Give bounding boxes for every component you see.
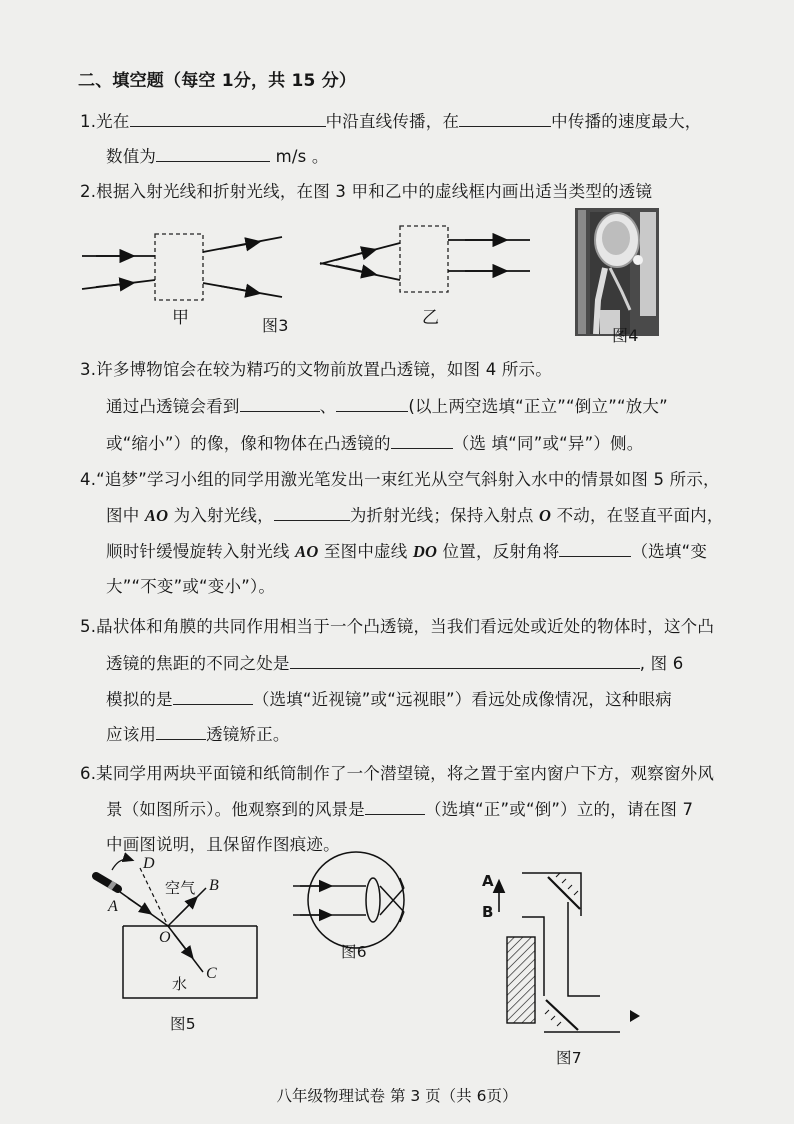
fig5-label-b: B xyxy=(209,877,219,894)
q5-text-d: 模拟的是 xyxy=(106,690,173,709)
q4-text-e: （选填“变 xyxy=(631,542,708,561)
question-5-number: 5. xyxy=(80,617,97,636)
q4-label-do: DO xyxy=(412,542,438,561)
figure-7 xyxy=(499,873,640,1032)
caption-figure-4: 图4 xyxy=(612,326,639,345)
q4-text-b: 图中 xyxy=(106,506,145,525)
q1-text-b: 中沿直线传播，在 xyxy=(325,112,460,131)
question-1-number: 1. xyxy=(80,112,97,131)
q5-text-e: （选填“近视镜”或“远视眼”）看远处成像情况，这种眼病 xyxy=(252,690,672,709)
q6-text-c: （选填“正”或“倒”）立的，请在图 7 xyxy=(424,800,694,819)
question-4-number: 4. xyxy=(80,470,97,489)
q4-text-c: 为折射光线；保持入射点 xyxy=(349,506,539,525)
fig5-label-d: D xyxy=(143,855,155,872)
figure-6 xyxy=(293,852,404,948)
q3-text-c: (以上两空选填“正立”“倒立”“放大” xyxy=(408,397,668,416)
fig7-label-b: B xyxy=(482,903,494,921)
q4-text-f: 大”“不变”或“变小”）。 xyxy=(106,577,276,596)
q4-text-a: “追梦”学习小组的同学用激光笔发出一束红光从空气斜射入水中的情景如图 5 所示， xyxy=(96,470,720,489)
eyeball-circle xyxy=(308,852,404,948)
q1-period: 。 xyxy=(311,147,329,166)
question-6-number: 6. xyxy=(80,764,97,783)
caption-figure-6: 图6 xyxy=(341,943,367,961)
q5-text-b: 透镜的焦距的不同之处是 xyxy=(106,654,290,673)
page-footer: 八年级物理试卷 第 3 页（共 6页） xyxy=(276,1087,518,1105)
q3-text-e: （选 填“同”或“异”）侧。 xyxy=(452,434,644,453)
question-2-number: 2. xyxy=(80,182,97,201)
q1-text-c: 中传播的速度最大， xyxy=(551,112,702,131)
top-mirror xyxy=(548,877,580,909)
fig5-label-air: 空气 xyxy=(165,879,196,897)
q4-text-b2: 为入射光线， xyxy=(168,506,274,525)
q3-intro: 许多博物馆会在较为精巧的文物前放置凸透镜，如图 4 所示。 xyxy=(96,360,552,379)
label-jia: 甲 xyxy=(172,308,190,328)
q5-text-g: 透镜矫正。 xyxy=(206,725,290,744)
fig5-label-water: 水 xyxy=(172,975,188,993)
caption-figure-5: 图5 xyxy=(170,1015,196,1033)
q1-text-a: 光在 xyxy=(96,112,130,131)
fig5-label-a: A xyxy=(108,898,118,915)
eye-icon xyxy=(630,1010,640,1022)
q5-text-a: 晶状体和角膜的共同作用相当于一个凸透镜，当我们看远处或近处的物体时，这个凸 xyxy=(96,617,715,636)
fig7-label-a: A xyxy=(482,872,494,890)
q4-text-d3: 位置，反射角将 xyxy=(437,542,560,561)
q4-label-ao: AO xyxy=(144,506,169,525)
bottom-mirror xyxy=(546,1000,578,1030)
q1-text-d: 数值为 xyxy=(106,147,157,166)
q3-text-b: 、 xyxy=(319,397,337,416)
q4-text-c2: 不动，在竖直平面内， xyxy=(551,506,724,525)
label-yi: 乙 xyxy=(422,308,440,328)
q6-text-d: 中画图说明，且保留作图痕迹。 xyxy=(106,835,340,854)
fig5-label-c: C xyxy=(206,965,217,982)
q1-unit: m/s xyxy=(275,147,307,166)
section-title: 二、填空题（每空 1分，共 15 分） xyxy=(78,71,357,91)
q4-text-d2: 至图中虚线 xyxy=(318,542,413,561)
lens-ellipse xyxy=(366,878,380,922)
caption-figure-3: 图3 xyxy=(262,316,289,335)
dashed-ray-do xyxy=(140,868,168,926)
q6-text-a: 某同学用两块平面镜和纸筒制作了一个潜望镜，将之置于室内窗户下方，观察窗外风 xyxy=(96,764,715,783)
caption-figure-7: 图7 xyxy=(556,1049,582,1067)
q6-text-b: 景（如图所示）。他观察到的风景是 xyxy=(106,800,365,819)
q2-body: 根据入射光线和折射光线，在图 3 甲和乙中的虚线框内画出适当类型的透镜 xyxy=(96,182,653,201)
wall-hatched xyxy=(507,937,535,1023)
q3-text-d: 或“缩小”）的像，像和物体在凸透镜的 xyxy=(106,434,391,453)
q5-text-c: , 图 6 xyxy=(639,654,684,673)
q3-text-a: 通过凸透镜会看到 xyxy=(106,397,240,416)
q4-label-ao-2: AO xyxy=(295,542,319,561)
q5-text-f: 应该用 xyxy=(106,725,157,744)
question-3-number: 3. xyxy=(80,360,97,379)
fig5-label-o: O xyxy=(159,929,171,946)
q4-label-o: O xyxy=(539,506,552,525)
q4-text-d: 顺时针缓慢旋转入射光线 xyxy=(106,542,296,561)
